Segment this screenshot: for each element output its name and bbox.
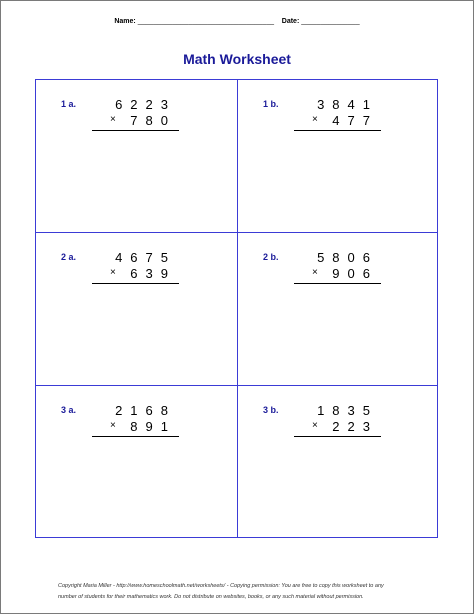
date-blank: _______________ <box>301 18 360 25</box>
problem-2b <box>238 233 438 383</box>
name-blank: ___________________________________ <box>137 18 274 25</box>
answer-rule <box>92 436 179 437</box>
worksheet-title: Math Worksheet <box>183 51 291 67</box>
problem-3a <box>36 386 236 536</box>
problem-label: 1 b. <box>263 99 279 109</box>
problem-1a <box>36 80 236 230</box>
copyright-footer <box>58 581 428 603</box>
footer-line-2: number of students for their mathematics work. Do not distribute on websites, books, or any such material without permission. <box>58 594 364 600</box>
answer-rule <box>92 130 179 131</box>
problem-label: 2 a. <box>61 252 77 262</box>
multiplicand: 3841 <box>317 97 378 112</box>
multiplier: 639 <box>130 266 176 281</box>
times-sign: × <box>110 420 116 431</box>
problem-1b <box>238 80 438 230</box>
multiplier: 223 <box>332 419 378 434</box>
times-sign: × <box>110 114 116 125</box>
answer-rule <box>294 130 381 131</box>
multiplier: 906 <box>332 266 378 281</box>
multiplicand: 1835 <box>317 403 378 418</box>
problem-grid <box>35 79 438 538</box>
date-label: Date: <box>281 18 300 25</box>
multiplier: 477 <box>332 113 378 128</box>
answer-rule <box>92 283 179 284</box>
footer-line-1: Copyright Maria Miller - http://www.homeschoolmath.net/worksheets/ - Copying permission: You are free to copy this worksheet to any <box>58 583 384 589</box>
multiplicand: 6223 <box>115 97 176 112</box>
multiplier: 891 <box>130 419 176 434</box>
problem-label: 2 b. <box>263 252 279 262</box>
answer-rule <box>294 436 381 437</box>
times-sign: × <box>312 267 318 278</box>
problem-label: 3 a. <box>61 405 77 415</box>
problem-2a <box>36 233 236 383</box>
header <box>0 18 474 25</box>
problem-3b <box>238 386 438 536</box>
times-sign: × <box>110 267 116 278</box>
multiplier: 780 <box>130 113 176 128</box>
answer-rule <box>294 283 381 284</box>
name-label: Name: <box>114 18 136 25</box>
problem-label: 1 a. <box>61 99 77 109</box>
problem-label: 3 b. <box>263 405 279 415</box>
multiplicand: 4675 <box>115 250 176 265</box>
times-sign: × <box>312 114 318 125</box>
times-sign: × <box>312 420 318 431</box>
multiplicand: 5806 <box>317 250 378 265</box>
multiplicand: 2168 <box>115 403 176 418</box>
